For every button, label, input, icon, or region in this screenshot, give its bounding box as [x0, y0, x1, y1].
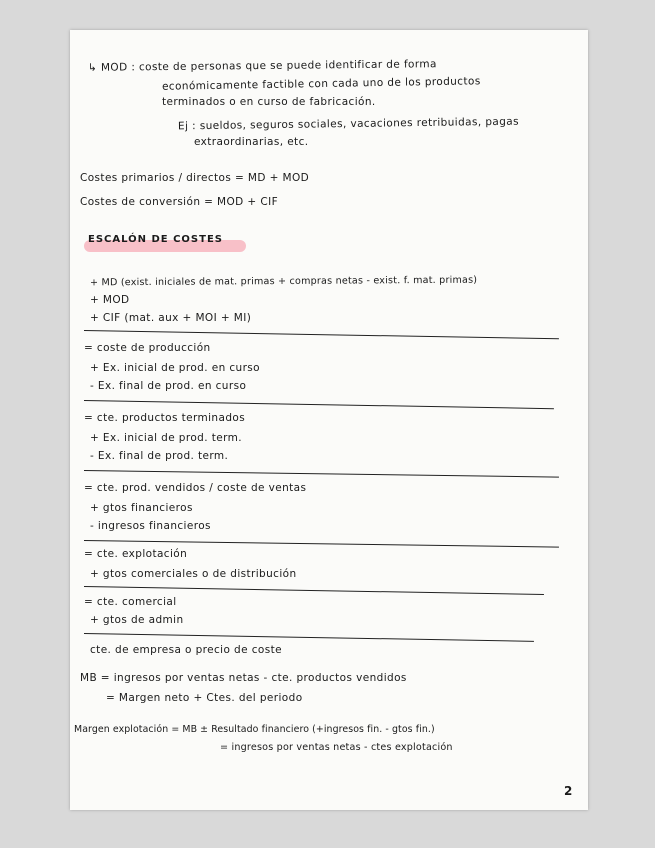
notebook-page — [70, 30, 588, 810]
divider-6 — [84, 633, 534, 642]
mod-definition-line-1: ↳ MOD : coste de personas que se puede identificar de forma — [87, 58, 437, 74]
cte-explotacion: = cte. explotación — [84, 548, 188, 560]
ex-inicial-term: + Ex. inicial de prod. term. — [90, 432, 242, 444]
divider-4 — [84, 540, 559, 548]
costes-conversion-formula: Costes de conversión = MOD + CIF — [80, 196, 279, 208]
divider-2 — [84, 400, 554, 409]
mod-definition-line-3: terminados o en curso de fabricación. — [162, 96, 376, 108]
mod-line: + MOD — [90, 294, 130, 306]
cif-line: + CIF (mat. aux + MOI + MI) — [90, 312, 252, 324]
divider-1 — [84, 330, 559, 339]
page-number: 2 — [564, 784, 573, 798]
gtos-admin: + gtos de admin — [90, 614, 184, 626]
ex-inicial-curso: + Ex. inicial de prod. en curso — [90, 362, 260, 374]
ingresos-financieros: - ingresos financieros — [90, 520, 211, 532]
mb-formula: MB = ingresos por ventas netas - cte. productos vendidos — [80, 672, 407, 684]
gtos-comerciales: + gtos comerciales o de distribución — [90, 568, 297, 580]
ex-final-term: - Ex. final de prod. term. — [90, 450, 229, 462]
coste-produccion: = coste de producción — [84, 342, 211, 354]
mb-formula-2: = Margen neto + Ctes. del periodo — [106, 692, 303, 704]
divider-3 — [84, 470, 559, 478]
cte-productos-terminados: = cte. productos terminados — [84, 412, 246, 424]
escalon-title: ESCALÓN DE COSTES — [88, 234, 223, 245]
mod-definition-line-2: económicamente factible con cada uno de los productos — [161, 75, 481, 93]
divider-5 — [84, 586, 544, 595]
margen-explotacion-formula: Margen explotación = MB ± Resultado financiero (+ingresos fin. - gtos fin.) — [74, 724, 435, 735]
margen-explotacion-formula-2: = ingresos por ventas netas - ctes explotación — [220, 742, 453, 753]
cte-empresa: cte. de empresa o precio de coste — [90, 644, 282, 656]
gtos-financieros: + gtos financieros — [90, 502, 193, 514]
cte-comercial: = cte. comercial — [84, 596, 177, 608]
md-line: + MD (exist. iniciales de mat. primas + compras netas - exist. f. mat. primas) — [89, 274, 478, 289]
cte-prod-vendidos: = cte. prod. vendidos / coste de ventas — [84, 482, 307, 494]
mod-example-line-1: Ej : sueldos, seguros sociales, vacaciones retribuidas, pagas — [177, 115, 520, 133]
costes-primarios-formula: Costes primarios / directos = MD + MOD — [80, 172, 310, 184]
mod-example-line-2: extraordinarias, etc. — [194, 136, 309, 148]
ex-final-curso: - Ex. final de prod. en curso — [90, 380, 247, 392]
